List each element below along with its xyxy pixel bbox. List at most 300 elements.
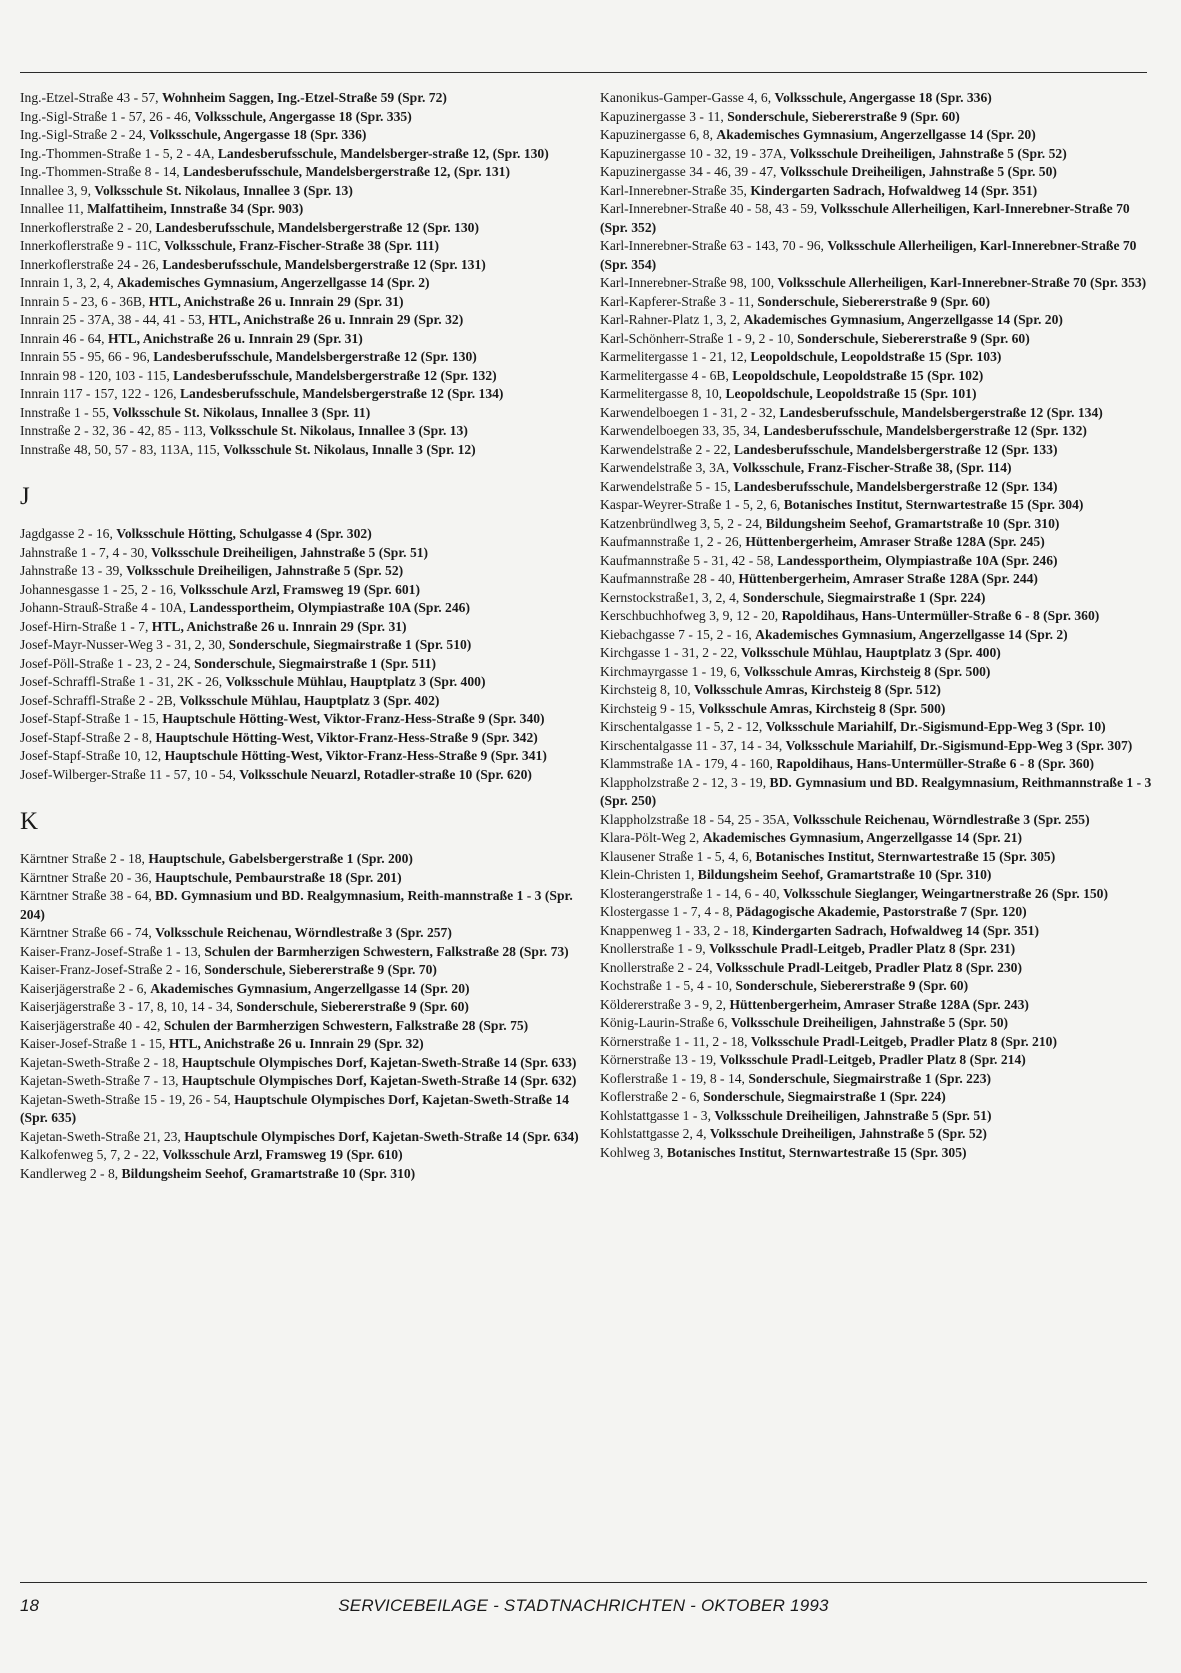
- school-assignment: Volksschule Dreiheiligen, Jahnstraße 5 (Spr. 50): [779, 164, 1057, 179]
- school-assignment: Volksschule St. Nikolaus, Innallee 3 (Spr. 13): [209, 423, 468, 438]
- street-range: Kajetan-Sweth-Straße 21, 23,: [20, 1128, 185, 1144]
- street-entry: [20, 256, 580, 275]
- street-entry: [600, 330, 1152, 349]
- street-entry: [20, 385, 580, 404]
- school-assignment: Botanisches Institut, Sternwartestraße 15 (Spr. 304): [783, 497, 1084, 512]
- street-range: Kärntner Straße 20 - 36,: [20, 869, 156, 885]
- street-entry: [600, 829, 1152, 848]
- street-range: Klausener Straße 1 - 5, 4, 6,: [600, 848, 756, 864]
- school-assignment: Kindergarten Sadrach, Hofwaldweg 14 (Spr. 351): [750, 182, 1038, 198]
- street-entry: [600, 348, 1152, 367]
- street-range: Kiebachgasse 7 - 15, 2 - 16,: [600, 626, 756, 642]
- street-entry: [600, 1125, 1152, 1144]
- school-assignment: Leopoldschule, Leopoldstraße 15 (Spr. 101): [725, 386, 977, 401]
- street-entry: [20, 562, 580, 581]
- street-entry: [600, 1144, 1152, 1163]
- school-assignment: Volksschule Dreiheiligen, Jahnstraße 5 (Spr. 51): [151, 544, 429, 560]
- street-range: Innrain 55 - 95, 66 - 96,: [20, 349, 154, 364]
- street-entry: [600, 1033, 1152, 1052]
- street-range: Jagdgasse 2 - 16,: [20, 526, 117, 541]
- school-assignment: Volksschule, Angergasse 18 (Spr. 335): [194, 108, 412, 124]
- street-range: Josef-Hirn-Straße 1 - 7,: [20, 618, 152, 634]
- school-assignment: Hauptschule Olympisches Dorf, Kajetan-Sweth-Straße 14 (Spr. 632): [181, 1073, 577, 1088]
- street-entry: [600, 459, 1152, 478]
- school-assignment: Kindergarten Sadrach, Hofwaldweg 14 (Spr. 351): [752, 922, 1039, 938]
- street-entry: [600, 681, 1152, 700]
- street-entry: [600, 977, 1152, 996]
- street-range: Kerschbuchhofweg 3, 9, 12 - 20,: [600, 608, 782, 623]
- school-assignment: Landesberufsschule, Mandelsbergerstraße 12 (Spr. 134): [779, 404, 1103, 420]
- street-range: Kärntner Straße 38 - 64,: [20, 888, 156, 903]
- street-range: Innstraße 1 - 55,: [20, 404, 113, 420]
- street-range: Kohlstattgasse 2, 4,: [600, 1126, 710, 1141]
- school-assignment: Volksschule Pradl-Leitgeb, Pradler Platz 8 (Spr. 230): [715, 959, 1023, 975]
- street-entry: [20, 924, 580, 943]
- school-assignment: Leopoldschule, Leopoldstraße 15 (Spr. 103): [750, 349, 1002, 364]
- street-entry: [20, 618, 580, 637]
- school-assignment: Sonderschule, Siegmairstraße 1 (Spr. 224): [703, 1089, 946, 1104]
- school-assignment: Volksschule, Franz-Fischer-Straße 38, (Spr. 114): [732, 460, 1012, 475]
- street-entry: [20, 293, 580, 312]
- street-range: Klostergasse 1 - 7, 4 - 8,: [600, 904, 737, 919]
- street-entry: [20, 163, 580, 182]
- street-entry: [20, 673, 580, 692]
- street-entry: [20, 200, 580, 219]
- school-assignment: Bildungsheim Seehof, Gramartstraße 10 (Spr. 310): [697, 867, 992, 882]
- street-range: Karwendelstraße 3, 3A,: [600, 460, 733, 475]
- street-range: Kaufmannstraße 5 - 31, 42 - 58,: [600, 552, 778, 568]
- street-range: König-Laurin-Straße 6,: [600, 1015, 731, 1030]
- street-range: Innrain 117 - 157, 122 - 126,: [20, 386, 180, 401]
- street-entry: [600, 441, 1152, 460]
- school-assignment: Hüttenbergerheim, Amraser Straße 128A (Spr. 245): [745, 534, 1045, 549]
- street-range: Kapuzinergasse 3 - 11,: [600, 108, 728, 124]
- street-range: Josef-Wilberger-Straße 11 - 57, 10 - 54,: [20, 766, 240, 782]
- street-entry: [20, 1146, 580, 1165]
- school-assignment: Landesberufsschule, Mandelsbergerstraße 12 (Spr. 134): [179, 386, 504, 401]
- school-assignment: Volksschule Arzl, Framsweg 19 (Spr. 610): [162, 1147, 403, 1162]
- school-assignment: Landesberufsschule, Mandelsbergerstraße 12 (Spr. 132): [173, 367, 497, 383]
- school-assignment: Landesberufsschule, Mandelsbergerstraße 12 (Spr. 131): [162, 256, 486, 272]
- street-entry: [600, 755, 1152, 774]
- street-entry: [20, 89, 580, 108]
- school-assignment: HTL, Anichstraße 26 u. Innrain 29 (Spr. 31): [107, 330, 363, 346]
- street-range: Kapuzinergasse 34 - 46, 39 - 47,: [600, 164, 780, 179]
- school-assignment: Hauptschule Olympisches Dorf, Kajetan-Sweth-Straße 14 (Spr. 635): [20, 1091, 569, 1125]
- school-assignment: Bildungsheim Seehof, Gramartstraße 10 (Spr. 310): [121, 1165, 416, 1181]
- street-range: Kaiser-Franz-Josef-Straße 2 - 16,: [20, 962, 205, 977]
- school-assignment: Volksschule Dreiheiligen, Jahnstraße 5 (Spr. 52): [789, 145, 1067, 161]
- street-entry: [600, 404, 1152, 423]
- street-range: Knollerstraße 2 - 24,: [600, 959, 716, 975]
- street-range: Josef-Stapf-Straße 1 - 15,: [20, 711, 163, 726]
- street-entry: [20, 311, 580, 330]
- street-range: Köldererstraße 3 - 9, 2,: [600, 996, 730, 1012]
- school-assignment: Volksschule Amras, Kirchsteig 8 (Spr. 500): [698, 700, 946, 716]
- street-range: Kalkofenweg 5, 7, 2 - 22,: [20, 1147, 163, 1162]
- school-assignment: Malfattiheim, Innstraße 34 (Spr. 903): [87, 201, 304, 216]
- street-range: Josef-Mayr-Nusser-Weg 3 - 31, 2, 30,: [20, 637, 229, 652]
- school-assignment: Volksschule Mariahilf, Dr.-Sigismund-Epp-Weg 3 (Spr. 10): [765, 719, 1106, 734]
- school-assignment: Akademisches Gymnasium, Angerzellgasse 14 (Spr. 2): [117, 275, 430, 290]
- school-assignment: Volksschule, Angergasse 18 (Spr. 336): [774, 90, 992, 105]
- street-entry: [600, 959, 1152, 978]
- street-entry: [600, 1051, 1152, 1070]
- school-assignment: Volksschule, Franz-Fischer-Straße 38 (Spr. 111): [164, 238, 439, 253]
- street-range: Kärntner Straße 66 - 74,: [20, 925, 156, 940]
- school-assignment: Volksschule Mühlau, Hauptplatz 3 (Spr. 400): [740, 645, 1001, 660]
- school-assignment: Landesberufsschule, Mandelsbergerstraße 12 (Spr. 130): [153, 349, 477, 364]
- street-range: Ing.-Sigl-Straße 2 - 24,: [20, 127, 150, 142]
- street-range: Kaiserjägerstraße 40 - 42,: [20, 1017, 164, 1033]
- school-assignment: Volksschule Hötting, Schulgasse 4 (Spr. 302): [116, 526, 372, 541]
- street-entry: [20, 581, 580, 600]
- street-range: Jahnstraße 13 - 39,: [20, 563, 127, 578]
- street-range: Karmelitergasse 4 - 6B,: [600, 367, 733, 383]
- street-range: Innerkoflerstraße 9 - 11C,: [20, 238, 165, 253]
- school-assignment: Volksschule Reichenau, Wörndlestraße 3 (Spr. 255): [792, 811, 1090, 827]
- street-range: Knappenweg 1 - 33, 2 - 18,: [600, 922, 753, 938]
- school-assignment: Volksschule Mühlau, Hauptplatz 3 (Spr. 400): [225, 674, 486, 689]
- school-assignment: Schulen der Barmherzigen Schwestern, Falkstraße 28 (Spr. 73): [204, 943, 569, 959]
- school-assignment: Sonderschule, Siebererstraße 9 (Spr. 70): [204, 962, 437, 977]
- school-assignment: Sonderschule, Siegmairstraße 1 (Spr. 511): [194, 655, 436, 671]
- school-assignment: Schulen der Barmherzigen Schwestern, Falkstraße 28 (Spr. 75): [163, 1017, 529, 1033]
- street-entry: [600, 570, 1152, 589]
- street-entry: [20, 404, 580, 423]
- school-assignment: Sonderschule, Siebererstraße 9 (Spr. 60): [735, 978, 969, 993]
- street-range: Innallee 11,: [20, 201, 88, 216]
- street-range: Kirchsteig 9 - 15,: [600, 700, 699, 716]
- street-range: Karwendelstraße 5 - 15,: [600, 478, 734, 494]
- school-assignment: Sonderschule, Siegmairstraße 1 (Spr. 224): [742, 589, 986, 605]
- street-range: Kernstockstraße1, 3, 2, 4,: [600, 589, 743, 605]
- street-range: Kohlstattgasse 1 - 3,: [600, 1107, 715, 1123]
- street-range: Koflerstraße 2 - 6,: [600, 1089, 704, 1104]
- street-range: Kaspar-Weyrer-Straße 1 - 5, 2, 6,: [600, 497, 784, 512]
- school-assignment: Volksschule Dreiheiligen, Jahnstraße 5 (Spr. 50): [731, 1015, 1009, 1030]
- school-assignment: Volksschule Mariahilf, Dr.-Sigismund-Epp-Weg 3 (Spr. 307): [785, 737, 1133, 753]
- school-assignment: Volksschule Allerheiligen, Karl-Innerebner-Straße 70 (Spr. 353): [777, 275, 1147, 290]
- school-assignment: HTL, Anichstraße 26 u. Innrain 29 (Spr. 32): [168, 1036, 424, 1051]
- street-range: Klammstraße 1A - 179, 4 - 160,: [600, 756, 777, 771]
- left-column: [20, 89, 580, 1183]
- street-range: Innerkoflerstraße 2 - 20,: [20, 219, 156, 235]
- street-entry: [600, 515, 1152, 534]
- street-entry: [600, 274, 1152, 293]
- school-assignment: Volksschule Pradl-Leitgeb, Pradler Platz 8 (Spr. 214): [719, 1052, 1026, 1067]
- street-range: Kirschentalgasse 11 - 37, 14 - 34,: [600, 737, 786, 753]
- street-range: Josef-Pöll-Straße 1 - 23, 2 - 24,: [20, 655, 195, 671]
- street-range: Karwendelboegen 1 - 31, 2 - 32,: [600, 404, 780, 420]
- street-entry: [600, 903, 1152, 922]
- street-range: Katzenbründlweg 3, 5, 2 - 24,: [600, 515, 766, 531]
- street-range: Karl-Innerebner-Straße 40 - 58, 43 - 59,: [600, 201, 821, 216]
- street-entry: [20, 710, 580, 729]
- street-entry: [20, 1035, 580, 1054]
- street-entry: [600, 737, 1152, 756]
- street-range: Körnerstraße 1 - 11, 2 - 18,: [600, 1033, 751, 1049]
- school-assignment: Sonderschule, Siebererstraße 9 (Spr. 60): [757, 293, 990, 309]
- school-assignment: Hüttenbergerheim, Amraser Straße 128A (Spr. 243): [729, 996, 1029, 1012]
- school-assignment: Volksschule Sieglanger, Weingartnerstraße 26 (Spr. 150): [783, 885, 1108, 901]
- street-range: Innrain 1, 3, 2, 4,: [20, 275, 118, 290]
- school-assignment: Landessportheim, Olympiastraße 10A (Spr. 246): [777, 552, 1058, 568]
- school-assignment: Volksschule, Angergasse 18 (Spr. 336): [149, 127, 367, 142]
- street-entry: [20, 219, 580, 238]
- school-assignment: Pädagogische Akademie, Pastorstraße 7 (Spr. 120): [736, 904, 1027, 919]
- street-range: Kajetan-Sweth-Straße 15 - 19, 26 - 54,: [20, 1091, 235, 1107]
- street-entry: [600, 237, 1152, 274]
- school-assignment: Volksschule St. Nikolaus, Innalle 3 (Spr. 12): [223, 441, 476, 457]
- street-entry: [20, 747, 580, 766]
- school-assignment: Volksschule Reichenau, Wörndlestraße 3 (Spr. 257): [155, 925, 452, 940]
- publication-title: SERVICEBEILAGE - STADTNACHRICHTEN - OKTOBER 1993: [338, 1596, 829, 1615]
- school-assignment: BD. Gymnasium und BD. Realgymnasium, Reithmannstraße 1 - 3 (Spr. 250): [600, 774, 1152, 808]
- street-entry: [600, 145, 1152, 164]
- school-assignment: Volksschule Pradl-Leitgeb, Pradler Platz 8 (Spr. 231): [709, 941, 1016, 956]
- school-assignment: Akademisches Gymnasium, Angerzellgasse 14 (Spr. 20): [150, 980, 470, 996]
- school-assignment: Landessportheim, Olympiastraße 10A (Spr. 246): [189, 600, 470, 615]
- street-range: Ing.-Thommen-Straße 8 - 14,: [20, 164, 184, 179]
- school-assignment: Landesberufsschule, Mandelsberger-straße 12, (Spr. 130): [217, 145, 549, 161]
- street-range: Kirchmayrgasse 1 - 19, 6,: [600, 663, 744, 679]
- street-range: Kohlweg 3,: [600, 1144, 667, 1160]
- street-range: Josef-Stapf-Straße 10, 12,: [20, 748, 165, 763]
- street-entry: [20, 655, 580, 674]
- street-entry: [600, 293, 1152, 312]
- section-letter: J: [20, 483, 30, 510]
- school-assignment: Hauptschule Hötting-West, Viktor-Franz-Hess-Straße 9 (Spr. 341): [164, 748, 547, 763]
- street-entry: [20, 961, 580, 980]
- street-entry: [600, 533, 1152, 552]
- street-entry: [600, 126, 1152, 145]
- street-entry: [600, 922, 1152, 941]
- street-entry: [20, 599, 580, 618]
- street-range: Innrain 5 - 23, 6 - 36B,: [20, 293, 149, 309]
- school-assignment: Volksschule Neuarzl, Rotadler-straße 10 (Spr. 620): [239, 766, 532, 782]
- street-entry: [600, 866, 1152, 885]
- street-entry: [600, 478, 1152, 497]
- street-entry: [600, 663, 1152, 682]
- street-entry: [20, 274, 580, 293]
- street-range: Kirschentalgasse 1 - 5, 2 - 12,: [600, 719, 766, 734]
- school-assignment: Sonderschule, Siebererstraße 9 (Spr. 60): [797, 330, 1030, 346]
- street-entry: [600, 700, 1152, 719]
- street-range: Innrain 25 - 37A, 38 - 44, 41 - 53,: [20, 312, 209, 327]
- street-entry: [600, 1107, 1152, 1126]
- street-range: Karwendelstraße 2 - 22,: [600, 441, 734, 457]
- street-range: Kapuzinergasse 6, 8,: [600, 127, 717, 142]
- street-entry: [20, 330, 580, 349]
- street-entry: [20, 692, 580, 711]
- street-range: Karl-Innerebner-Straße 98, 100,: [600, 275, 778, 290]
- street-entry: [600, 811, 1152, 830]
- street-range: Klosterangerstraße 1 - 14, 6 - 40,: [600, 885, 784, 901]
- top-rule: [20, 72, 1147, 73]
- street-entry: [20, 367, 580, 386]
- street-range: Kaiserjägerstraße 3 - 17, 8, 10, 14 - 34,: [20, 999, 237, 1014]
- school-assignment: Hauptschule, Pembaurstraße 18 (Spr. 201): [155, 869, 402, 885]
- street-range: Innerkoflerstraße 24 - 26,: [20, 256, 163, 272]
- street-range: Klappholzstraße 18 - 54, 25 - 35A,: [600, 811, 793, 827]
- street-range: Josef-Stapf-Straße 2 - 8,: [20, 729, 156, 745]
- school-assignment: Hauptschule Olympisches Dorf, Kajetan-Sweth-Straße 14 (Spr. 634): [184, 1128, 579, 1144]
- school-assignment: Sonderschule, Siebererstraße 9 (Spr. 60): [727, 108, 960, 124]
- street-entry: [600, 848, 1152, 867]
- school-assignment: Landesberufsschule, Mandelsbergerstraße 12 (Spr. 133): [734, 441, 1058, 457]
- school-assignment: Hauptschule Hötting-West, Viktor-Franz-Hess-Straße 9 (Spr. 342): [155, 729, 538, 745]
- street-range: Kirchgasse 1 - 31, 2 - 22,: [600, 645, 741, 660]
- street-entry: [20, 943, 580, 962]
- street-range: Karl-Kapferer-Straße 3 - 11,: [600, 293, 758, 309]
- street-range: Karmelitergasse 8, 10,: [600, 386, 726, 401]
- street-range: Ing.-Etzel-Straße 43 - 57,: [20, 90, 162, 105]
- street-range: Innrain 46 - 64,: [20, 330, 108, 346]
- street-entry: [600, 774, 1152, 811]
- street-entry: [600, 89, 1152, 108]
- school-assignment: Leopoldschule, Leopoldstraße 15 (Spr. 102): [732, 367, 984, 383]
- street-entry: [600, 644, 1152, 663]
- street-entry: [20, 1165, 580, 1184]
- street-range: Ing.-Thommen-Straße 1 - 5, 2 - 4A,: [20, 145, 218, 161]
- school-assignment: Volksschule St. Nikolaus, Innallee 3 (Spr. 11): [112, 404, 371, 420]
- street-range: Kochstraße 1 - 5, 4 - 10,: [600, 978, 736, 993]
- street-entry: [600, 200, 1152, 237]
- street-entry: [20, 1128, 580, 1147]
- street-entry: [600, 182, 1152, 201]
- street-entry: [20, 998, 580, 1017]
- school-assignment: Landesberufsschule, Mandelsbergerstraße 12 (Spr. 134): [734, 478, 1058, 494]
- street-range: Körnerstraße 13 - 19,: [600, 1052, 720, 1067]
- street-entry: [600, 163, 1152, 182]
- street-entry: [20, 766, 580, 785]
- school-assignment: HTL, Anichstraße 26 u. Innrain 29 (Spr. 31): [148, 293, 404, 309]
- page-footer: [20, 1593, 1147, 1619]
- street-entry: [600, 589, 1152, 608]
- street-entry: [600, 496, 1152, 515]
- street-entry: [600, 940, 1152, 959]
- school-assignment: BD. Gymnasium und BD. Realgymnasium, Reith-mannstraße 1 - 3 (Spr. 204): [20, 888, 573, 922]
- street-entry: [20, 869, 580, 888]
- school-assignment: Botanisches Institut, Sternwartestraße 15 (Spr. 305): [755, 848, 1056, 864]
- school-assignment: Akademisches Gymnasium, Angerzellgasse 14 (Spr. 21): [702, 830, 1023, 845]
- street-entry: [20, 1017, 580, 1036]
- street-entry: [600, 422, 1152, 441]
- school-assignment: Landesberufsschule, Mandelsbergerstraße 12 (Spr. 130): [155, 219, 479, 235]
- school-assignment: Sonderschule, Siegmairstraße 1 (Spr. 223): [748, 1070, 992, 1086]
- right-column: [600, 89, 1152, 1162]
- street-range: Karwendelboegen 33, 35, 34,: [600, 423, 764, 438]
- street-entry: [20, 850, 580, 869]
- school-assignment: Volksschule Dreiheiligen, Jahnstraße 5 (Spr. 52): [709, 1126, 987, 1141]
- school-assignment: Volksschule Mühlau, Hauptplatz 3 (Spr. 402): [179, 692, 440, 708]
- street-range: Kajetan-Sweth-Straße 7 - 13,: [20, 1073, 182, 1088]
- school-assignment: Wohnheim Saggen, Ing.-Etzel-Straße 59 (Spr. 72): [161, 90, 447, 105]
- street-range: Kaiser-Franz-Josef-Straße 1 - 13,: [20, 943, 205, 959]
- street-range: Kapuzinergasse 10 - 32, 19 - 37A,: [600, 145, 790, 161]
- street-entry: [600, 1088, 1152, 1107]
- street-entry: [600, 1014, 1152, 1033]
- school-assignment: Volksschule Pradl-Leitgeb, Pradler Platz 8 (Spr. 210): [750, 1033, 1057, 1049]
- school-assignment: HTL, Anichstraße 26 u. Innrain 29 (Spr. 31): [151, 618, 407, 634]
- street-range: Kaufmannstraße 1, 2 - 26,: [600, 534, 746, 549]
- street-range: Innstraße 2 - 32, 36 - 42, 85 - 113,: [20, 423, 210, 438]
- street-entry: [20, 348, 580, 367]
- street-range: Klara-Pölt-Weg 2,: [600, 830, 703, 845]
- street-range: Klein-Christen 1,: [600, 867, 698, 882]
- street-range: Jahnstraße 1 - 7, 4 - 30,: [20, 544, 151, 560]
- street-range: Karl-Schönherr-Straße 1 - 9, 2 - 10,: [600, 330, 798, 346]
- school-assignment: Volksschule Dreiheiligen, Jahnstraße 5 (Spr. 51): [714, 1107, 992, 1123]
- street-range: Josef-Schraffl-Straße 1 - 31, 2K - 26,: [20, 674, 226, 689]
- street-entry: [20, 729, 580, 748]
- school-assignment: Volksschule Allerheiligen, Karl-Innerebner-Straße 70 (Spr. 354): [600, 238, 1137, 272]
- school-assignment: Akademisches Gymnasium, Angerzellgasse 14 (Spr. 2): [755, 626, 1068, 642]
- street-range: Innallee 3, 9,: [20, 182, 95, 198]
- street-range: Kirchsteig 8, 10,: [600, 682, 695, 697]
- street-entry: [20, 1072, 580, 1091]
- street-entry: [20, 980, 580, 999]
- school-assignment: Sonderschule, Siebererstraße 9 (Spr. 60): [236, 999, 469, 1014]
- bottom-rule: [20, 1582, 1147, 1583]
- school-assignment: Volksschule Dreiheiligen, Jahnstraße 5 (Spr. 52): [126, 563, 404, 578]
- school-assignment: Volksschule St. Nikolaus, Innallee 3 (Spr. 13): [94, 182, 353, 198]
- street-range: Karl-Rahner-Platz 1, 3, 2,: [600, 312, 744, 327]
- school-assignment: Rapoldihaus, Hans-Untermüller-Straße 6 - 8 (Spr. 360): [781, 608, 1100, 623]
- street-range: Josef-Schraffl-Straße 2 - 2B,: [20, 692, 180, 708]
- street-range: Innrain 98 - 120, 103 - 115,: [20, 367, 174, 383]
- school-assignment: Sonderschule, Siegmairstraße 1 (Spr. 510): [228, 637, 472, 652]
- page-number: 18: [20, 1596, 39, 1615]
- street-entry: [20, 145, 580, 164]
- street-range: Kandlerweg 2 - 8,: [20, 1165, 122, 1181]
- street-range: Johannesgasse 1 - 25, 2 - 16,: [20, 581, 180, 597]
- school-assignment: Volksschule Allerheiligen, Karl-Innerebner-Straße 70 (Spr. 352): [600, 201, 1130, 235]
- street-range: Karl-Innerebner-Straße 35,: [600, 182, 751, 198]
- street-entry: [600, 552, 1152, 571]
- street-entry: [600, 607, 1152, 626]
- school-assignment: Rapoldihaus, Hans-Untermüller-Straße 6 - 8 (Spr. 360): [776, 756, 1095, 771]
- street-range: Innstraße 48, 50, 57 - 83, 113A, 115,: [20, 441, 224, 457]
- school-assignment: Volksschule Amras, Kirchsteig 8 (Spr. 512): [694, 682, 941, 697]
- street-entry: [20, 525, 580, 544]
- school-assignment: Hauptschule, Gabelsbergerstraße 1 (Spr. 200): [148, 851, 413, 866]
- street-range: Karmelitergasse 1 - 21, 12,: [600, 349, 751, 364]
- school-assignment: Volksschule Amras, Kirchsteig 8 (Spr. 500): [743, 663, 991, 679]
- street-range: Kärntner Straße 2 - 18,: [20, 851, 149, 866]
- school-assignment: Hauptschule Olympisches Dorf, Kajetan-Sweth-Straße 14 (Spr. 633): [181, 1054, 577, 1070]
- street-entry: [600, 108, 1152, 127]
- street-entry: [600, 996, 1152, 1015]
- street-entry: [20, 1054, 580, 1073]
- street-entry: [20, 887, 580, 924]
- street-entry: [600, 367, 1152, 386]
- school-assignment: Hauptschule Hötting-West, Viktor-Franz-Hess-Straße 9 (Spr. 340): [162, 711, 545, 726]
- school-assignment: Landesberufsschule, Mandelsbergerstraße 12, (Spr. 131): [183, 164, 510, 179]
- street-entry: [20, 182, 580, 201]
- street-entry: [600, 885, 1152, 904]
- street-range: Johann-Strauß-Straße 4 - 10A,: [20, 600, 190, 615]
- street-range: Karl-Innerebner-Straße 63 - 143, 70 - 96,: [600, 238, 828, 253]
- street-entry: [20, 126, 580, 145]
- street-range: Kaiserjägerstraße 2 - 6,: [20, 980, 151, 996]
- school-assignment: Botanisches Institut, Sternwartestraße 15 (Spr. 305): [666, 1144, 967, 1160]
- street-range: Klappholzstraße 2 - 12, 3 - 19,: [600, 774, 770, 790]
- section-letter: K: [20, 808, 39, 835]
- street-entry: [20, 1091, 580, 1128]
- street-range: Knollerstraße 1 - 9,: [600, 941, 710, 956]
